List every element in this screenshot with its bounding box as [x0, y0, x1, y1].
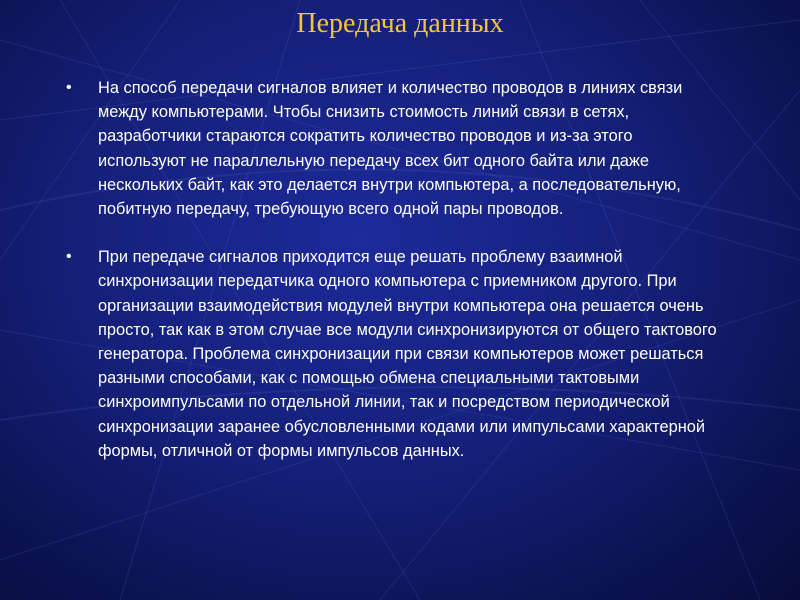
bullet-item-2: [62, 245, 722, 463]
bullet-item-1: [62, 76, 722, 221]
bullet-list: [62, 76, 722, 463]
bullet-text: На способ передачи сигналов влияет и количество проводов в линиях связи между компьютерами. Чтобы снизить стоимость линий связи в сетях, разработчики стараются сократить количество проводов и из-за этого используют не параллельную передачу всех бит одного байта или даже нескольких байт, как это делается внутри компьютера, а последовательную, побитную передачу, требующую всего одной пары проводов.: [98, 79, 683, 219]
bullet-dot: •: [66, 248, 72, 266]
bullet-dot: •: [66, 79, 72, 96]
bullet-text: При передаче сигналов приходится еще решать проблему взаимной синхронизации передатчика одного компьютера с приемником другого. При организации взаимодействия модулей внутри компьютера она решается очень просто, так как в этом случае все модули синхронизируются от общего тактового генератора. Проблема синхронизации при связи компьютеров может решаться разными способами, как с помощью обмена специальными тактовыми синхроимпульсами по отдельной линии, так и посредством периодической синхронизации заранее обусловленными кодами или импульсами характерной формы, отличной от формы импульсов данных.: [98, 248, 717, 460]
slide-title: Передача данных: [296, 8, 504, 39]
